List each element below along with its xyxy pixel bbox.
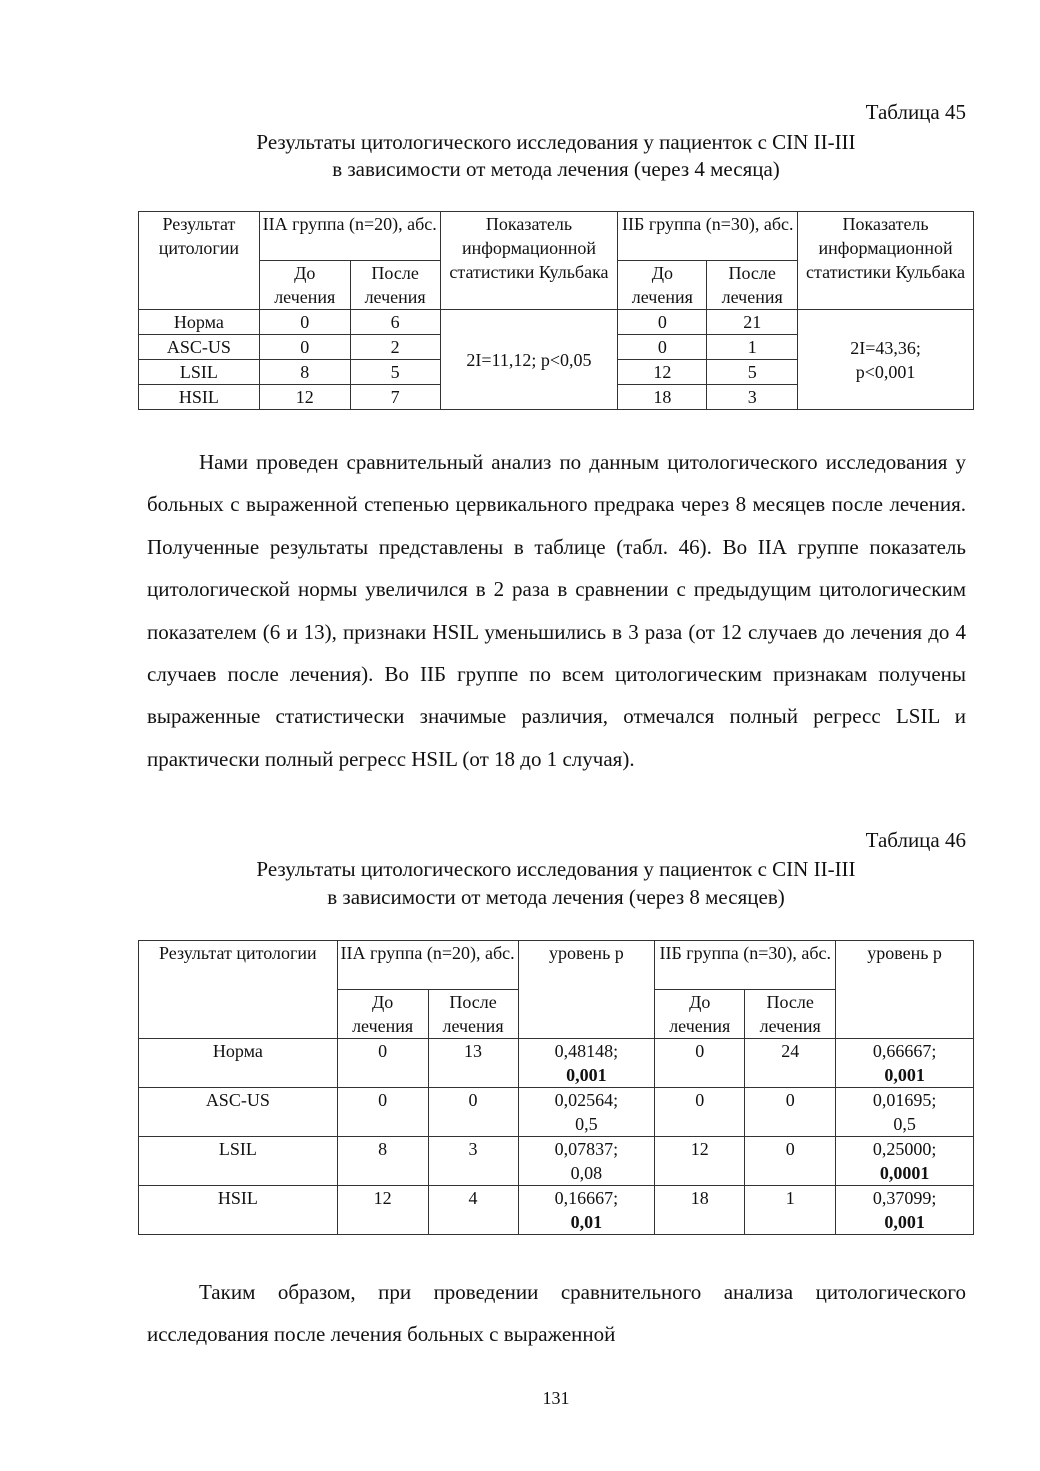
cell-a-after: 2 (350, 335, 440, 360)
page-number: 131 (542, 1388, 570, 1408)
header-group-a: IIА группа (n=20), абс. (337, 941, 518, 990)
stat-b-line1: 2I=43,36; (850, 337, 921, 358)
table-46-number: Таблица 46 (865, 828, 966, 852)
header-group-b: IIБ группа (n=30), абс. (618, 212, 798, 261)
cell-a-before: 0 (259, 335, 350, 360)
body-paragraph-1 (147, 441, 966, 780)
row-label: HSIL (139, 1186, 338, 1235)
table-row (139, 1088, 974, 1137)
p-value: 0,37099; (872, 1188, 937, 1208)
table-row (139, 1039, 974, 1088)
cell-a-before: 8 (337, 1137, 428, 1186)
cell-a-before: 12 (259, 385, 350, 410)
header-indicator-a: Показатель информационной статистики Кульбака (440, 212, 618, 310)
cell-a-before: 0 (337, 1039, 428, 1088)
p-value: 0,02564; (554, 1090, 619, 1110)
p-significance: 0,01 (570, 1212, 603, 1232)
header-group-a: IIА группа (n=20), абс. (259, 212, 440, 261)
cell-b-before: 0 (655, 1039, 745, 1088)
header-a-before: До лечения (259, 261, 350, 310)
cell-b-before: 12 (655, 1137, 745, 1186)
p-significance: 0,5 (893, 1114, 916, 1134)
p-significance: 0,08 (570, 1163, 603, 1183)
p-significance: 0,001 (884, 1065, 925, 1085)
cell-p-b (836, 1088, 974, 1137)
p-value: 0,66667; (872, 1041, 937, 1061)
table-row (139, 310, 974, 335)
cell-p-a (518, 1137, 655, 1186)
cell-a-after: 5 (350, 360, 440, 385)
cell-b-before: 0 (618, 310, 707, 335)
table-row (139, 1186, 974, 1235)
cell-a-after: 3 (428, 1137, 518, 1186)
cell-b-before: 0 (618, 335, 707, 360)
row-label: HSIL (139, 385, 260, 410)
cell-b-before: 0 (655, 1088, 745, 1137)
row-label: Норма (139, 310, 260, 335)
cell-b-after: 1 (745, 1186, 836, 1235)
table-45 (138, 211, 974, 410)
table-row (139, 1137, 974, 1186)
table-45-caption-line1: Результаты цитологического исследования у пациенток с CIN II-III (256, 130, 856, 154)
p-significance: 0,0001 (879, 1163, 930, 1183)
cell-b-after: 0 (745, 1137, 836, 1186)
header-b-before: До лечения (655, 990, 745, 1039)
cell-b-before: 18 (618, 385, 707, 410)
p-value: 0,25000; (872, 1139, 937, 1159)
body-paragraph-2 (147, 1271, 966, 1356)
header-group-b: IIБ группа (n=30), абс. (655, 941, 836, 990)
cell-b-after: 1 (707, 335, 798, 360)
p-significance: 0,001 (884, 1212, 925, 1232)
table-45-number: Таблица 45 (865, 100, 966, 124)
header-a-after: После лечения (350, 261, 440, 310)
header-b-before: До лечения (618, 261, 707, 310)
header-p-level-b: уровень р (836, 941, 974, 1039)
stat-a: 2I=11,12; p<0,05 (440, 310, 618, 410)
cell-a-after: 6 (350, 310, 440, 335)
row-label: ASC-US (139, 335, 260, 360)
header-a-before: До лечения (337, 990, 428, 1039)
header-result: Результат цитологии (139, 941, 338, 1039)
cell-p-b (836, 1039, 974, 1088)
header-p-level-a: уровень р (518, 941, 655, 1039)
stat-b-line2: p<0,001 (855, 361, 916, 382)
table-46-caption-line2: в зависимости от метода лечения (через 8 месяцев) (327, 885, 785, 909)
p-value: 0,48148; (554, 1041, 619, 1061)
header-b-after: После лечения (707, 261, 798, 310)
cell-a-after: 7 (350, 385, 440, 410)
table-46-caption-line1: Результаты цитологического исследования у пациенток с CIN II-III (256, 857, 856, 881)
cell-p-b (836, 1186, 974, 1235)
row-label: ASC-US (139, 1088, 338, 1137)
cell-b-after: 3 (707, 385, 798, 410)
cell-a-before: 12 (337, 1186, 428, 1235)
p-value: 0,07837; (554, 1139, 619, 1159)
p-value: 0,01695; (872, 1090, 937, 1110)
cell-b-before: 12 (618, 360, 707, 385)
p-significance: 0,001 (566, 1065, 607, 1085)
header-b-after: После лечения (745, 990, 836, 1039)
cell-b-after: 24 (745, 1039, 836, 1088)
p-significance: 0,5 (575, 1114, 598, 1134)
cell-b-after: 5 (707, 360, 798, 385)
row-label: LSIL (139, 1137, 338, 1186)
stat-b (798, 310, 974, 410)
cell-b-after: 21 (707, 310, 798, 335)
row-label: Норма (139, 1039, 338, 1088)
header-result: Результат цитологии (139, 212, 260, 310)
paragraph-2-text: Таким образом, при проведении сравнительного анализа цитологического исследования после лечения больных с выраженной (147, 1280, 966, 1347)
cell-b-after: 0 (745, 1088, 836, 1137)
paragraph-1-text: Нами проведен сравнительный анализ по данным цитологического исследования у больных с выраженной степенью цервикального предрака через 8 месяцев после лечения. Полученные результаты представлены в таблице (табл. 46). Во IIА группе показатель цитологической нормы увеличился в 2 раза в сравнении с предыдущим цитологическим показателем (6 и 13), признаки HSIL уменьшились в 3 раза (от 12 случаев до лечения до 4 случаев после лечения). Во IIБ группе по всем цитологическим признакам получены выраженные статистически значимые различия, отмечался полный регресс LSIL и практически полный регресс HSIL (от 18 до 1 случая). (147, 450, 966, 771)
cell-a-after: 13 (428, 1039, 518, 1088)
cell-p-b (836, 1137, 974, 1186)
p-value: 0,16667; (554, 1188, 619, 1208)
row-label: LSIL (139, 360, 260, 385)
cell-a-after: 4 (428, 1186, 518, 1235)
header-a-after: После лечения (428, 990, 518, 1039)
header-indicator-b: Показатель информационной статистики Кульбака (798, 212, 974, 310)
cell-b-before: 18 (655, 1186, 745, 1235)
cell-p-a (518, 1186, 655, 1235)
cell-a-before: 8 (259, 360, 350, 385)
table-45-caption-line2: в зависимости от метода лечения (через 4 месяца) (332, 157, 780, 181)
cell-a-after: 0 (428, 1088, 518, 1137)
cell-a-before: 0 (259, 310, 350, 335)
cell-p-a (518, 1039, 655, 1088)
cell-p-a (518, 1088, 655, 1137)
cell-a-before: 0 (337, 1088, 428, 1137)
table-46 (138, 940, 974, 1235)
